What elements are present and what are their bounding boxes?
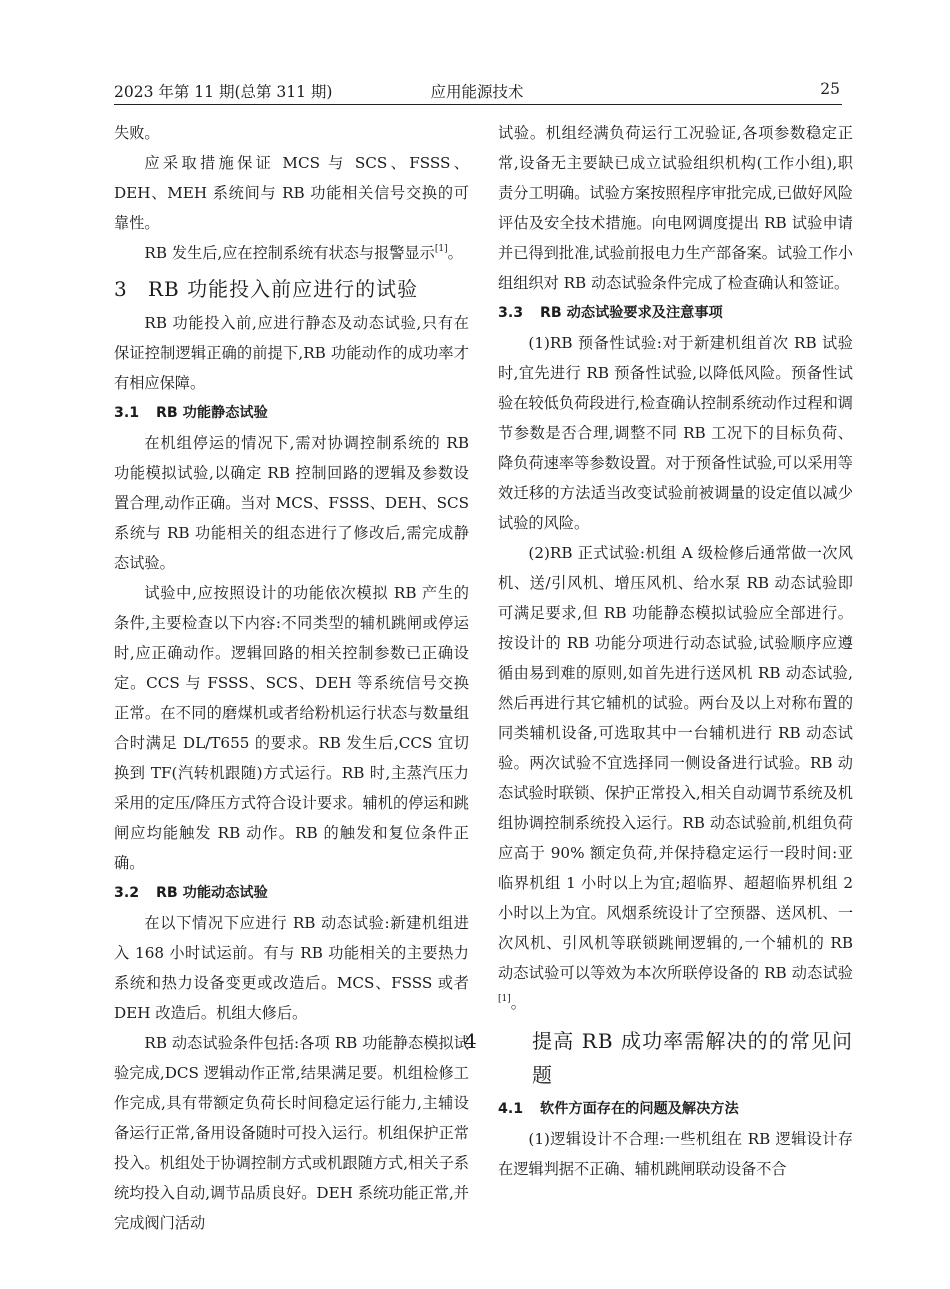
paragraph-text: (2)RB 正式试验:机组 A 级检修后通常做一次风机、送/引风机、增压风机、给水泵 RB 动态试验即可满足要求,但 RB 功能静态模拟试验应全部进行。按设计的 RB 功能分项进行动态试验,试验顺序应遵循由易到难的原则,如首先进行送风机 RB 动态试验,然后再进行其它辅机的试验。两台及以上对称布置的同类辅机设备,可选取其中一台辅机进行 RB 动态试验。两次试验不宜选择同一侧设备进行试验。RB 动态试验时联锁、保护正常投入,相关自动调节系统及机组协调控制系统投入运行。RB 动态试验前,机组负荷应高于 90% 额定负荷,并保持稳定运行一段时间:亚临界机组 1 小时以上为宜;超临界、超超临界机组 2 小时以上为宜。风烟系统设计了空预器、送风机、一次风机、引风机等联锁跳闸逻辑的,一个辅机的 RB 动态试验可以等效为本次所联停设备的 RB 动态试验 — [498, 544, 853, 982]
paragraph: (1)逻辑设计不合理:一些机组在 RB 逻辑设计存在逻辑判据不正确、辅机跳闸联动设备不合 — [498, 1130, 853, 1178]
paragraph: 在机组停运的情况下,需对协调控制系统的 RB 功能模拟试验,以确定 RB 控制回路的逻辑及参数设置合理,动作正确。当对 MCS、FSSS、DEH、SCS 系统与 RB 功能相关的组态进行了修改后,需完成静态试验。 — [114, 434, 469, 572]
paragraph: RB 动态试验条件包括:各项 RB 功能静态模拟试验完成,DCS 逻辑动作正常,结果满足要。机组检修工作完成,具有带额定负荷长时间稳定运行能力,主辅设备运行正常,备用设备随时可投入运行。机组保护正常投入。机组处于协调控制方式或机跟随方式,相关子系统均投入自动,调节品质良好。DEH 系统功能正常,并完成阀门活动 — [114, 1034, 469, 1232]
subsection-title: RB 动态试验要求及注意事项 — [540, 305, 723, 321]
paragraph-end: 。 — [510, 994, 526, 1012]
paragraph — [114, 238, 469, 268]
subsection-number: 3.2 — [114, 885, 140, 901]
subsection-number: 3.3 — [498, 305, 524, 321]
section-heading-4 — [464, 1024, 853, 1092]
paragraph: 试验。机组经满负荷运行工况验证,各项参数稳定正常,设备无主要缺已成立试验组织机构(工作小组),职责分工明确。试验方案按照程序审批完成,已做好风险评估及安全技术措施。向电网调度提出 RB 试验申请并已得到批准,试验前报电力生产部备案。试验工作小组组织对 RB 动态试验条件完成了检查确认和签证。 — [498, 124, 853, 292]
subsection-number: 3.1 — [114, 405, 140, 421]
paragraph: (1)RB 预备性试验:对于新建机组首次 RB 试验时,宜先进行 RB 预备性试验,以降低风险。预备性试验在较低负荷段进行,检查确认控制系统动作过程和调节参数是否合理,调整不同 RB 工况下的目标负荷、降负荷速率等参数设置。对于预备性试验,可以采用等效迁移的方法适当改变试验前被调量的设定值以减少试验的风险。 — [498, 334, 853, 532]
citation: [1] — [434, 244, 448, 254]
subsection-heading-3-1 — [114, 398, 469, 428]
header-rule — [114, 104, 842, 105]
paragraph: 应采取措施保证 MCS 与 SCS、FSSS、DEH、MEH 系统间与 RB 功能相关信号交换的可靠性。 — [114, 154, 469, 232]
paragraph: 失败。 — [114, 124, 160, 142]
subsection-number: 4.1 — [498, 1101, 524, 1117]
left-column — [114, 118, 469, 1238]
journal-title: 应用能源技术 — [430, 83, 524, 101]
journal-issue: 2023 年第 11 期(总第 311 期) — [114, 83, 333, 101]
paragraph: RB 功能投入前,应进行静态及动态试验,只有在保证控制逻辑正确的前提下,RB 功能动作的成功率才有相应保障。 — [114, 314, 469, 392]
paragraph-end: 。 — [447, 244, 463, 262]
subsection-heading-3-3 — [498, 298, 853, 328]
right-column — [464, 118, 853, 1184]
subsection-heading-4-1 — [498, 1094, 853, 1124]
section-number: 4 — [464, 1029, 478, 1053]
subsection-title: RB 功能动态试验 — [156, 885, 268, 901]
subsection-title: RB 功能静态试验 — [156, 405, 268, 421]
paragraph-text: RB 发生后,应在控制系统有状态与报警显示 — [144, 244, 435, 262]
paragraph: 在以下情况下应进行 RB 动态试验:新建机组进入 168 小时试运前。有与 RB 功能相关的主要热力系统和热力设备变更或改造后。MCS、FSSS 或者 DEH 改造后。机组大修后。 — [114, 914, 469, 1022]
subsection-heading-3-2 — [114, 878, 469, 908]
running-header — [114, 80, 840, 102]
section-number: 3 — [114, 277, 128, 301]
subsection-title: 软件方面存在的问题及解决方法 — [540, 1101, 739, 1117]
paragraph: 试验中,应按照设计的功能依次模拟 RB 产生的条件,主要检查以下内容:不同类型的辅机跳闸或停运时,应正确动作。逻辑回路的相关控制参数已正确设定。CCS 与 FSSS、SCS、DEH 等系统信号交换正常。在不同的磨煤机或者给粉机运行状态与数量组合时满足 DL/T655 的要求。RB 发生后,CCS 宜切换到 TF(汽转机跟随)方式运行。RB 时,主蒸汽压力采用的定压/降压方式符合设计要求。辅机的停运和跳闸应均能触发 RB 动作。RB 的触发和复位条件正确。 — [114, 584, 469, 872]
section-heading-3 — [114, 272, 469, 306]
citation: [1] — [498, 994, 511, 1004]
section-title: RB 功能投入前应进行的试验 — [148, 277, 419, 301]
section-title: 提高 RB 成功率需解决的的常见问题 — [532, 1029, 853, 1087]
paragraph — [498, 538, 853, 1018]
page-number: 25 — [820, 80, 840, 98]
